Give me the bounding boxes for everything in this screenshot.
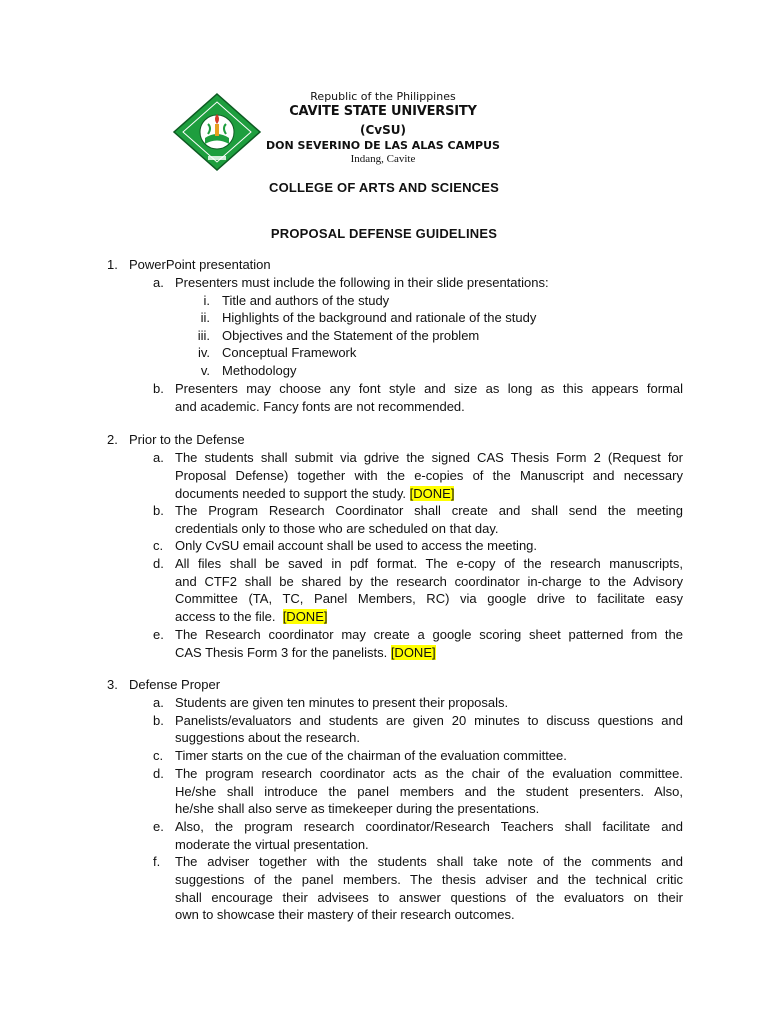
header-campus: DON SEVERINO DE LAS ALAS CAMPUS [266,139,500,152]
document-title: PROPOSAL DEFENSE GUIDELINES [270,226,498,241]
item-2c-marker: c. [153,538,164,553]
item-3f-marker: f. [153,854,161,869]
subitem-text: Highlights of the background and rationale of the study [222,310,537,325]
item-2b-marker: b. [153,503,164,518]
item-2e-line-2 [175,644,436,661]
item-2d-line-1: All files shall be saved in pdf format. The e-copy of the research manuscripts, [175,556,683,571]
section-1-number: 1. [107,257,118,272]
item-2e-line-1: The Research coordinator may create a google scoring sheet patterned from the [175,627,683,642]
item-2d-marker: d. [153,556,164,571]
item-3d-marker: d. [153,766,164,781]
done-highlight: [DONE] [409,486,455,501]
item-2a-line-2: Proposal Defense) together with the e-copies of the Manuscript and necessary [175,468,683,483]
header-university: CAVITE STATE UNIVERSITY [289,104,477,119]
item-2b-line-1: The Program Research Coordinator shall create and shall send the meeting [175,503,683,518]
item-1b-marker: b. [153,381,164,396]
item-3a-marker: a. [153,695,164,710]
item-1a-text: Presenters must include the following in their slide presentations: [175,275,549,290]
subitem-marker: iii. [197,328,210,343]
item-3a-line-1: Students are given ten minutes to present their proposals. [175,695,509,710]
subitem-text: Methodology [222,363,297,378]
section-2-number: 2. [107,432,118,447]
section-3-title: Defense Proper [129,677,221,692]
item-2a-marker: a. [153,450,164,465]
item-1a-marker: a. [153,275,164,290]
item-3d-line-3: he/she shall also serve as timekeeper during the presentations. [175,801,540,816]
item-2d-line-3: Committee (TA, TC, Panel Members, RC) via google drive to facilitate easy [175,591,683,606]
item-2e-line-2-text: CAS Thesis Form 3 for the panelists. [175,645,388,660]
item-3e-line-2: moderate the virtual presentation. [175,837,369,852]
header-abbreviation: (CvSU) [360,123,406,137]
item-3c-marker: c. [153,748,164,763]
subitem-marker: ii. [200,310,210,325]
section-2-title: Prior to the Defense [129,432,245,447]
item-1b-line-2: and academic. Fancy fonts are not recommended. [175,399,465,414]
item-2d-line-4 [175,608,327,625]
section-3-number: 3. [107,677,118,692]
item-3f-line-2: suggestions of the panel members. The thesis adviser and the technical critic [175,872,683,887]
subitem-text: Objectives and the Statement of the problem [222,328,480,343]
header-republic: Republic of the Philippines [310,90,456,103]
item-3b-line-2: suggestions about the research. [175,730,361,745]
item-3e-line-1: Also, the program research coordinator/Research Teachers shall facilitate and [175,819,683,834]
item-3d-line-2: He/she shall introduce the panel members and the student presenters. Also, [175,784,683,799]
subitem-text: Title and authors of the study [222,293,390,308]
subitem-marker: iv. [197,345,210,360]
item-3b-line-1: Panelists/evaluators and students are given 20 minutes to discuss questions and [175,713,683,728]
item-2a-line-3-text: documents needed to support the study. [175,486,407,501]
item-3f-line-4: own to showcase their mastery of their research outcomes. [175,907,515,922]
done-highlight: [DONE] [282,609,328,624]
header-town: Indang, Cavite [350,153,416,165]
item-3c-line-1: Timer starts on the cue of the chairman of the evaluation committee. [175,748,567,763]
item-2d-line-2: and CTF2 shall be shared by the research coordinator in-charge to the Advisory [175,574,683,589]
item-2a-line-3 [175,485,454,502]
subitem-text: Conceptual Framework [222,345,357,360]
item-3e-marker: e. [153,819,164,834]
item-2e-marker: e. [153,627,164,642]
done-highlight: [DONE] [390,645,436,660]
item-2b-line-2: credentials only to those who are scheduled on that day. [175,521,499,536]
subitem-marker: i. [203,293,210,308]
college-name: COLLEGE OF ARTS AND SCIENCES [269,180,499,195]
item-2d-line-4-text: access to the file. [175,609,276,624]
item-2a-line-1: The students shall submit via gdrive the signed CAS Thesis Form 2 (Request for [175,450,683,465]
section-1-title: PowerPoint presentation [129,257,271,272]
item-2c-line-1: Only CvSU email account shall be used to access the meeting. [175,538,538,553]
item-3b-marker: b. [153,713,164,728]
item-3f-line-3: shall encourage their advisees to answer questions of the evaluators on their [175,890,683,905]
item-3d-line-1: The program research coordinator acts as the chair of the evaluation committee. [175,766,683,781]
item-1b-line-1: Presenters may choose any font style and size as long as this appears formal [175,381,683,396]
item-3f-line-1: The adviser together with the students shall take note of the comments and [175,854,683,869]
subitem-marker: v. [200,363,210,378]
